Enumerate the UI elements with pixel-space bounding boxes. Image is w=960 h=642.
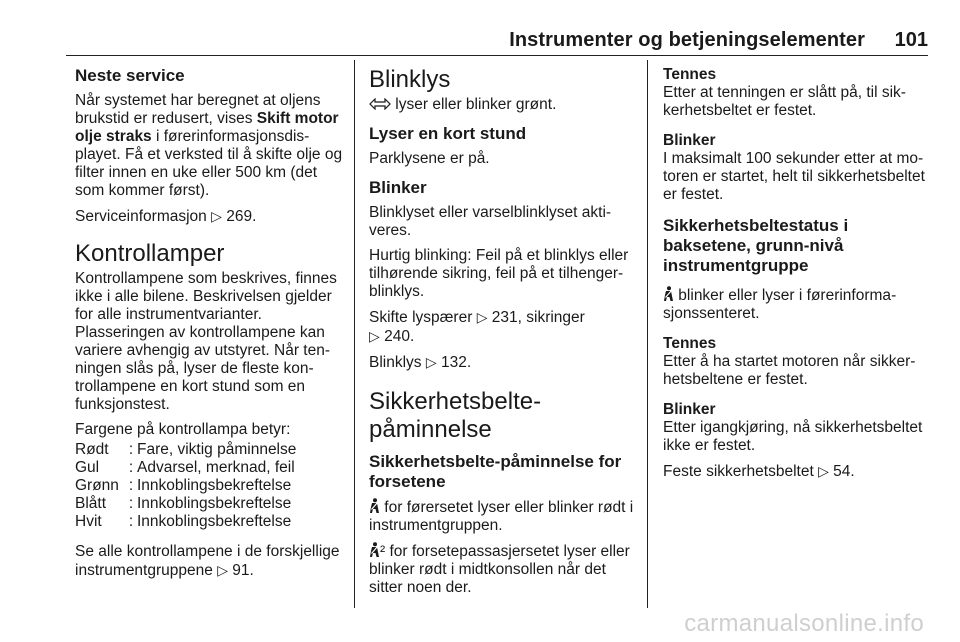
kontrollamper-heading: Kontrollamper xyxy=(75,240,225,267)
page-number: 101 xyxy=(894,29,928,51)
serviceinformasjon-ref: Serviceinformasjon ▷ 269. xyxy=(75,208,257,225)
color-row xyxy=(75,441,296,459)
forsete-paragraph-1: for førersetet lyser eller blinker rødt i instrumentgruppen. xyxy=(369,499,634,534)
blinklys-paragraph: lyser eller blinker grønt. xyxy=(369,96,637,114)
blinker-heading-4: Blinker xyxy=(663,401,716,418)
blinker-paragraph-3: I maksimalt 100 sekunder etter at motoren er startet, helt til sikkerhetsbeltet er festet. xyxy=(663,150,925,203)
sikkerhetsbelte-heading: Sikkerhetsbelte- påminnelse xyxy=(369,388,542,443)
beltestatus-paragraph: blinker eller lyser i førerinformasjonssenteret. xyxy=(663,287,897,322)
lyser-kort-stund-heading: Lyser en kort stund xyxy=(369,124,527,143)
color-description: Advarsel, merknad, feil xyxy=(137,459,295,476)
color-separator: : xyxy=(128,441,134,458)
skift-olje-message: Skift motor olje straks xyxy=(75,110,339,145)
neste-service-heading: Neste service xyxy=(75,66,185,85)
column-1 xyxy=(75,66,347,587)
color-name: Blått xyxy=(75,495,107,512)
column-divider-2 xyxy=(647,60,648,608)
page-ref-icon: ▷ xyxy=(217,562,228,578)
alle-kontrollamper-ref: Se alle kontrollampene i de forskjellige instrumentgruppene ▷ 91. xyxy=(75,543,340,579)
color-meaning-table xyxy=(75,441,296,531)
page-ref-icon: ▷ xyxy=(211,208,222,224)
page-title: Instrumenter og betjeningselementer xyxy=(509,29,865,51)
blinker-heading: Blinker xyxy=(369,178,427,197)
neste-service-paragraph: Når systemet har beregnet at oljens brukstid er redusert, vises Skift motor olje straks i førerinformasjonsdisplayet. Få et verksted til å skifte olje og filter innen en uke eller 500 km (det som kommer først). xyxy=(75,92,343,199)
color-separator: : xyxy=(128,495,134,512)
tennes-paragraph: Etter at tenningen er slått på, til sikkerhetsbeltet er festet. xyxy=(663,84,906,119)
page-ref-icon: ▷ xyxy=(369,328,380,344)
color-row xyxy=(75,513,296,531)
beltestatus-heading: Sikkerhetsbeltestatus i baksetene, grunn-nivå instrumentgruppe xyxy=(663,216,849,275)
blinklys-heading: Blinklys xyxy=(369,66,451,93)
blinker-paragraph-1: Blinklyset eller varselblinklyset aktiveres. xyxy=(369,204,612,239)
forsete-heading: Sikkerhetsbelte-påminnelse for forsetene xyxy=(369,452,622,491)
seatbelt-icon xyxy=(663,286,674,305)
blinker-heading-3: Blinker xyxy=(663,132,716,149)
seatbelt-icon xyxy=(369,542,380,561)
blinker-paragraph-2: Hurtig blinking: Feil på et blinklys eller tilhørende sikring, feil på et tilhengerblinklys. xyxy=(369,247,629,300)
page-ref-icon: ▷ xyxy=(818,463,829,479)
color-description: Innkoblingsbekreftelse xyxy=(137,513,292,530)
color-row xyxy=(75,495,296,513)
color-separator: : xyxy=(128,513,134,530)
header-rule xyxy=(66,55,928,56)
color-separator: : xyxy=(128,477,134,494)
page-ref-icon: ▷ xyxy=(476,309,488,325)
color-name: Gul xyxy=(75,459,100,476)
farge-intro: Fargene på kontrollampa betyr: xyxy=(75,421,291,438)
page-ref-icon: ▷ xyxy=(425,354,437,370)
page-header xyxy=(0,0,960,58)
blinker-paragraph-4: Etter igangkjøring, nå sikkerhetsbeltet ikke er festet. xyxy=(663,419,923,454)
seatbelt-icon xyxy=(369,498,380,517)
tennes-paragraph-2: Etter å ha startet motoren når sikkerhetsbeltene er festet. xyxy=(663,353,916,388)
color-description: Innkoblingsbekreftelse xyxy=(137,495,292,512)
column-3 xyxy=(663,66,931,488)
color-row xyxy=(75,477,296,495)
lyser-paragraph: Parklysene er på. xyxy=(369,150,490,167)
color-row xyxy=(75,459,296,477)
column-2 xyxy=(369,66,637,604)
skifte-lyspaerer-ref: Skifte lyspærer ▷ 231, sikringer ▷ 240. xyxy=(369,309,585,345)
forsete-paragraph-2: ² for forsetepassasjersetet lyser eller blinker rødt i midtkonsollen når det sitter noen der. xyxy=(369,543,630,596)
column-divider-1 xyxy=(354,60,355,608)
feste-ref: Feste sikkerhetsbeltet ▷ 54. xyxy=(663,463,855,480)
watermark: carmanualsonline.info xyxy=(684,610,924,637)
tennes-heading-2: Tennes xyxy=(663,335,717,352)
color-description: Innkoblingsbekreftelse xyxy=(137,477,292,494)
color-description: Fare, viktig påminnelse xyxy=(137,441,297,458)
color-name: Grønn xyxy=(75,477,119,494)
color-name: Hvit xyxy=(75,513,102,530)
color-name: Rødt xyxy=(75,441,109,458)
arrow-left-right-icon xyxy=(369,96,391,114)
kontrollamper-paragraph: Kontrollampene som beskrives, finnes ikke i alle bilene. Beskrivelsen gjelder for alle instrumentvarianter. Plasseringen av kontrollampene kan variere avhengig av utstyret. Når tenningen slås på, lyser de fleste kontrollampene en kort stund som en funksjonstest. xyxy=(75,270,337,413)
color-separator: : xyxy=(128,459,134,476)
tennes-heading: Tennes xyxy=(663,66,717,83)
blinklys-ref: Blinklys ▷ 132. xyxy=(369,354,472,371)
